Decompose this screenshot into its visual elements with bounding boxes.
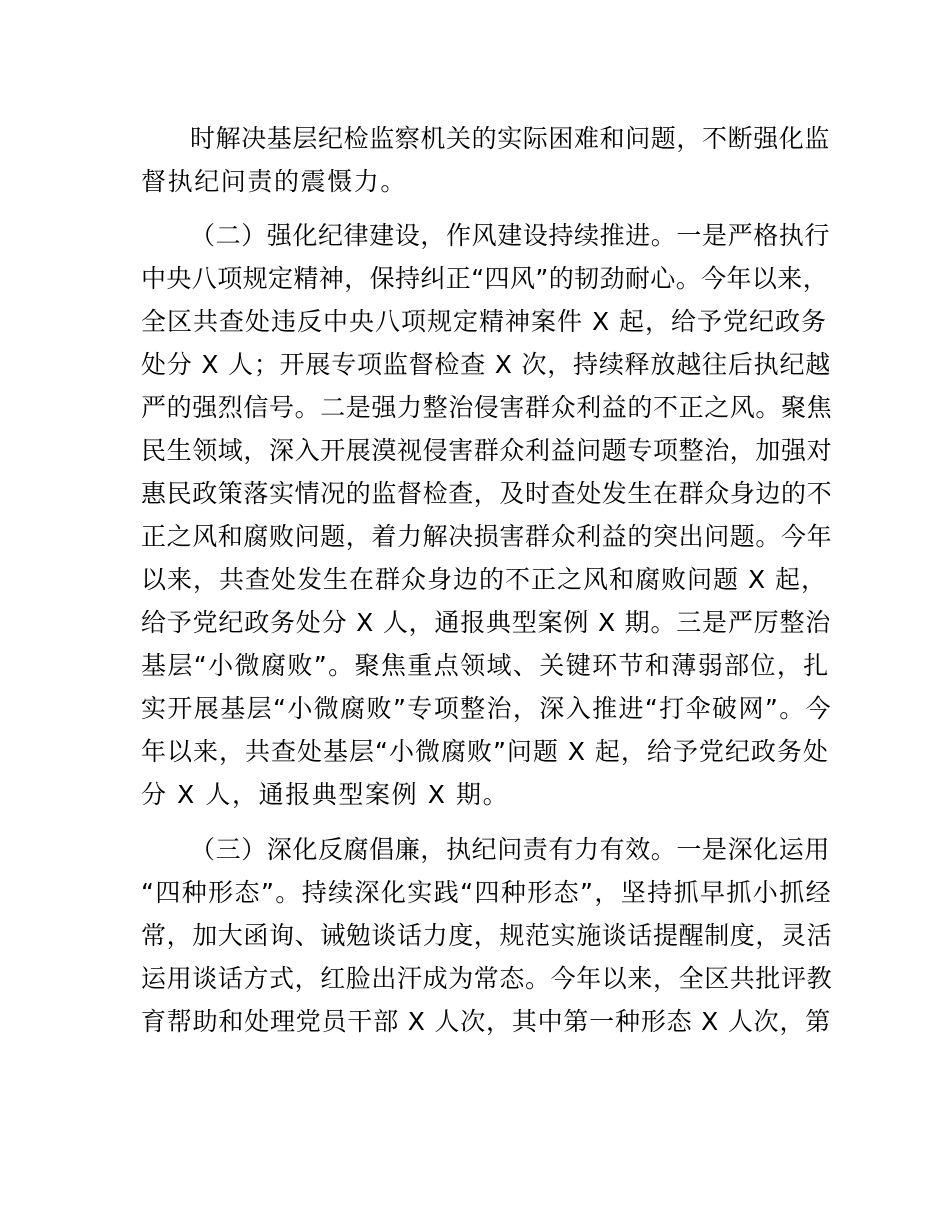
text-line: 中央八项规定精神，保持纠正“四风”的韧劲耐心。今年以来， (141, 264, 829, 293)
text-line: 正之风和腐败问题，着力解决损害群众利益的突出问题。今年 (141, 522, 833, 551)
text-line: 运用谈话方式，红脸出汗成为常态。今年以来，全区共批评教 (141, 964, 833, 993)
text-line: （二）强化纪律建设，作风建设持续推进。一是严格执行 (190, 221, 831, 250)
text-line: 年以来，共查处基层“小微腐败”问题 X 起，给予党纪政务处 (141, 737, 829, 766)
text-line: 处分 X 人；开展专项监督检查 X 次，持续释放越往后执纪越 (141, 350, 832, 379)
text-line: 常，加大函询、诫勉谈话力度，规范实施谈话提醒制度，灵活 (141, 921, 833, 950)
text-line: 民生领域，深入开展漠视侵害群众利益问题专项整治，加强对 (141, 436, 833, 465)
text-line: 以来，共查处发生在群众身边的不正之风和腐败问题 X 起， (141, 565, 828, 594)
text-line: 实开展基层“小微腐败”专项整治，深入推进“打伞破网”。今 (141, 694, 833, 723)
text-line: （三）深化反腐倡廉，执纪问责有力有效。一是深化运用 (190, 835, 831, 864)
text-line: 基层“小微腐败”。聚焦重点领域、关键环节和薄弱部位，扎 (141, 651, 830, 680)
text-line: 分 X 人，通报典型案例 X 期。 (141, 780, 510, 809)
text-line: 严的强烈信号。二是强力整治侵害群众利益的不正之风。聚焦 (141, 393, 833, 422)
text-line: “四种形态”。持续深化实践“四种形态”，坚持抓早抓小抓经 (141, 878, 833, 907)
text-line: 惠民政策落实情况的监督检查，及时查处发生在群众身边的不 (141, 479, 833, 508)
text-line: 全区共查处违反中央八项规定精神案件 X 起，给予党纪政务 (141, 307, 828, 336)
text-line: 给予党纪政务处分 X 人，通报典型案例 X 期。三是严厉整治 (141, 608, 832, 637)
text-line: 督执纪问责的震慑力。 (141, 167, 408, 196)
text-line: 育帮助和处理党员干部 X 人次，其中第一种形态 X 人次，第 (141, 1007, 832, 1036)
text-line: 时解决基层纪检监察机关的实际困难和问题，不断强化监 (190, 124, 831, 153)
